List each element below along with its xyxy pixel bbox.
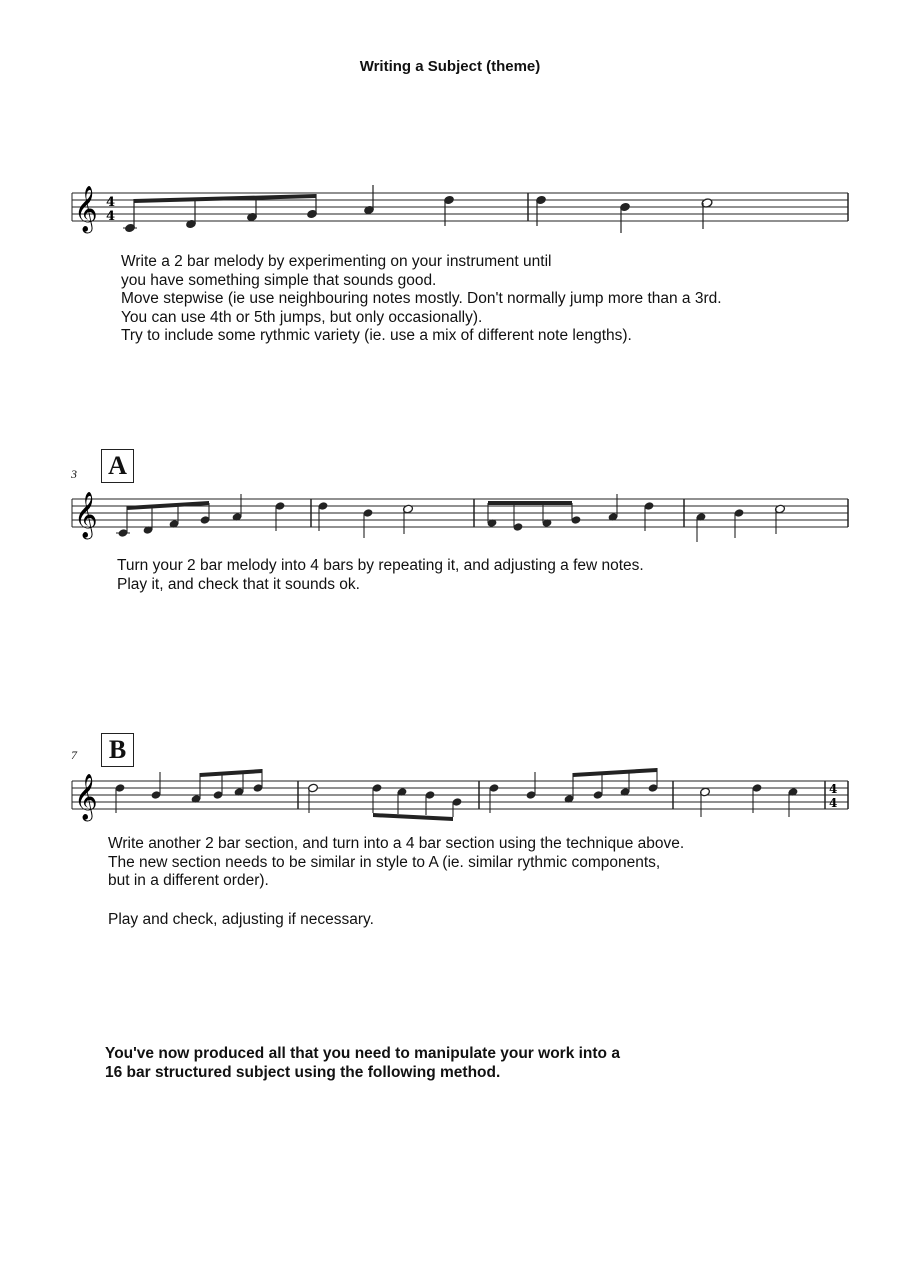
rehearsal-mark-a: A: [101, 449, 134, 483]
treble-clef-icon: 𝄞: [74, 492, 98, 538]
conclusion-block: [105, 1045, 620, 1082]
instruction-play-check: Play and check, adjusting if necessary.: [108, 911, 374, 928]
instruction-line: Write a 2 bar melody by experimenting on your instrument until: [121, 253, 552, 270]
end-time-signature-bottom: 4: [829, 796, 838, 810]
instruction-line: The new section needs to be similar in style to A (ie. similar rythmic components,: [108, 853, 661, 871]
treble-clef-icon: 𝄞: [74, 774, 98, 820]
instruction-line: Try to include some rythmic variety (ie. use a mix of different note lengths).: [121, 327, 632, 345]
end-time-signature-top: 4: [829, 782, 838, 796]
time-signature-top: 4: [106, 195, 116, 210]
treble-clef-icon: 𝄞: [74, 186, 98, 232]
instruction-line: Write another 2 bar section, and turn into a 4 bar section using the technique above.: [108, 835, 685, 852]
instruction-line: Turn your 2 bar melody into 4 bars by repeating it, and adjusting a few notes.: [117, 557, 644, 574]
instruction-line: you have something simple that sounds good.: [121, 271, 437, 289]
conclusion-line: 16 bar structured subject using the following method.: [105, 1063, 501, 1081]
conclusion-line: You've now produced all that you need to manipulate your work into a: [105, 1045, 620, 1062]
instruction-line: but in a different order).: [108, 872, 269, 890]
instruction-line: Move stepwise (ie use neighbouring notes mostly. Don't normally jump more than a 3rd.: [121, 290, 722, 308]
measure-number: 7: [71, 748, 77, 762]
page-title: Writing a Subject (theme): [359, 58, 541, 75]
instructions-block-3: [108, 835, 684, 891]
instruction-line: You can use 4th or 5th jumps, but only occasionally).: [121, 308, 483, 326]
instruction-line: Play it, and check that it sounds ok.: [117, 575, 360, 593]
measure-number: 3: [71, 467, 77, 481]
rehearsal-mark-b: B: [101, 733, 134, 767]
time-signature-bottom: 4: [106, 209, 116, 224]
